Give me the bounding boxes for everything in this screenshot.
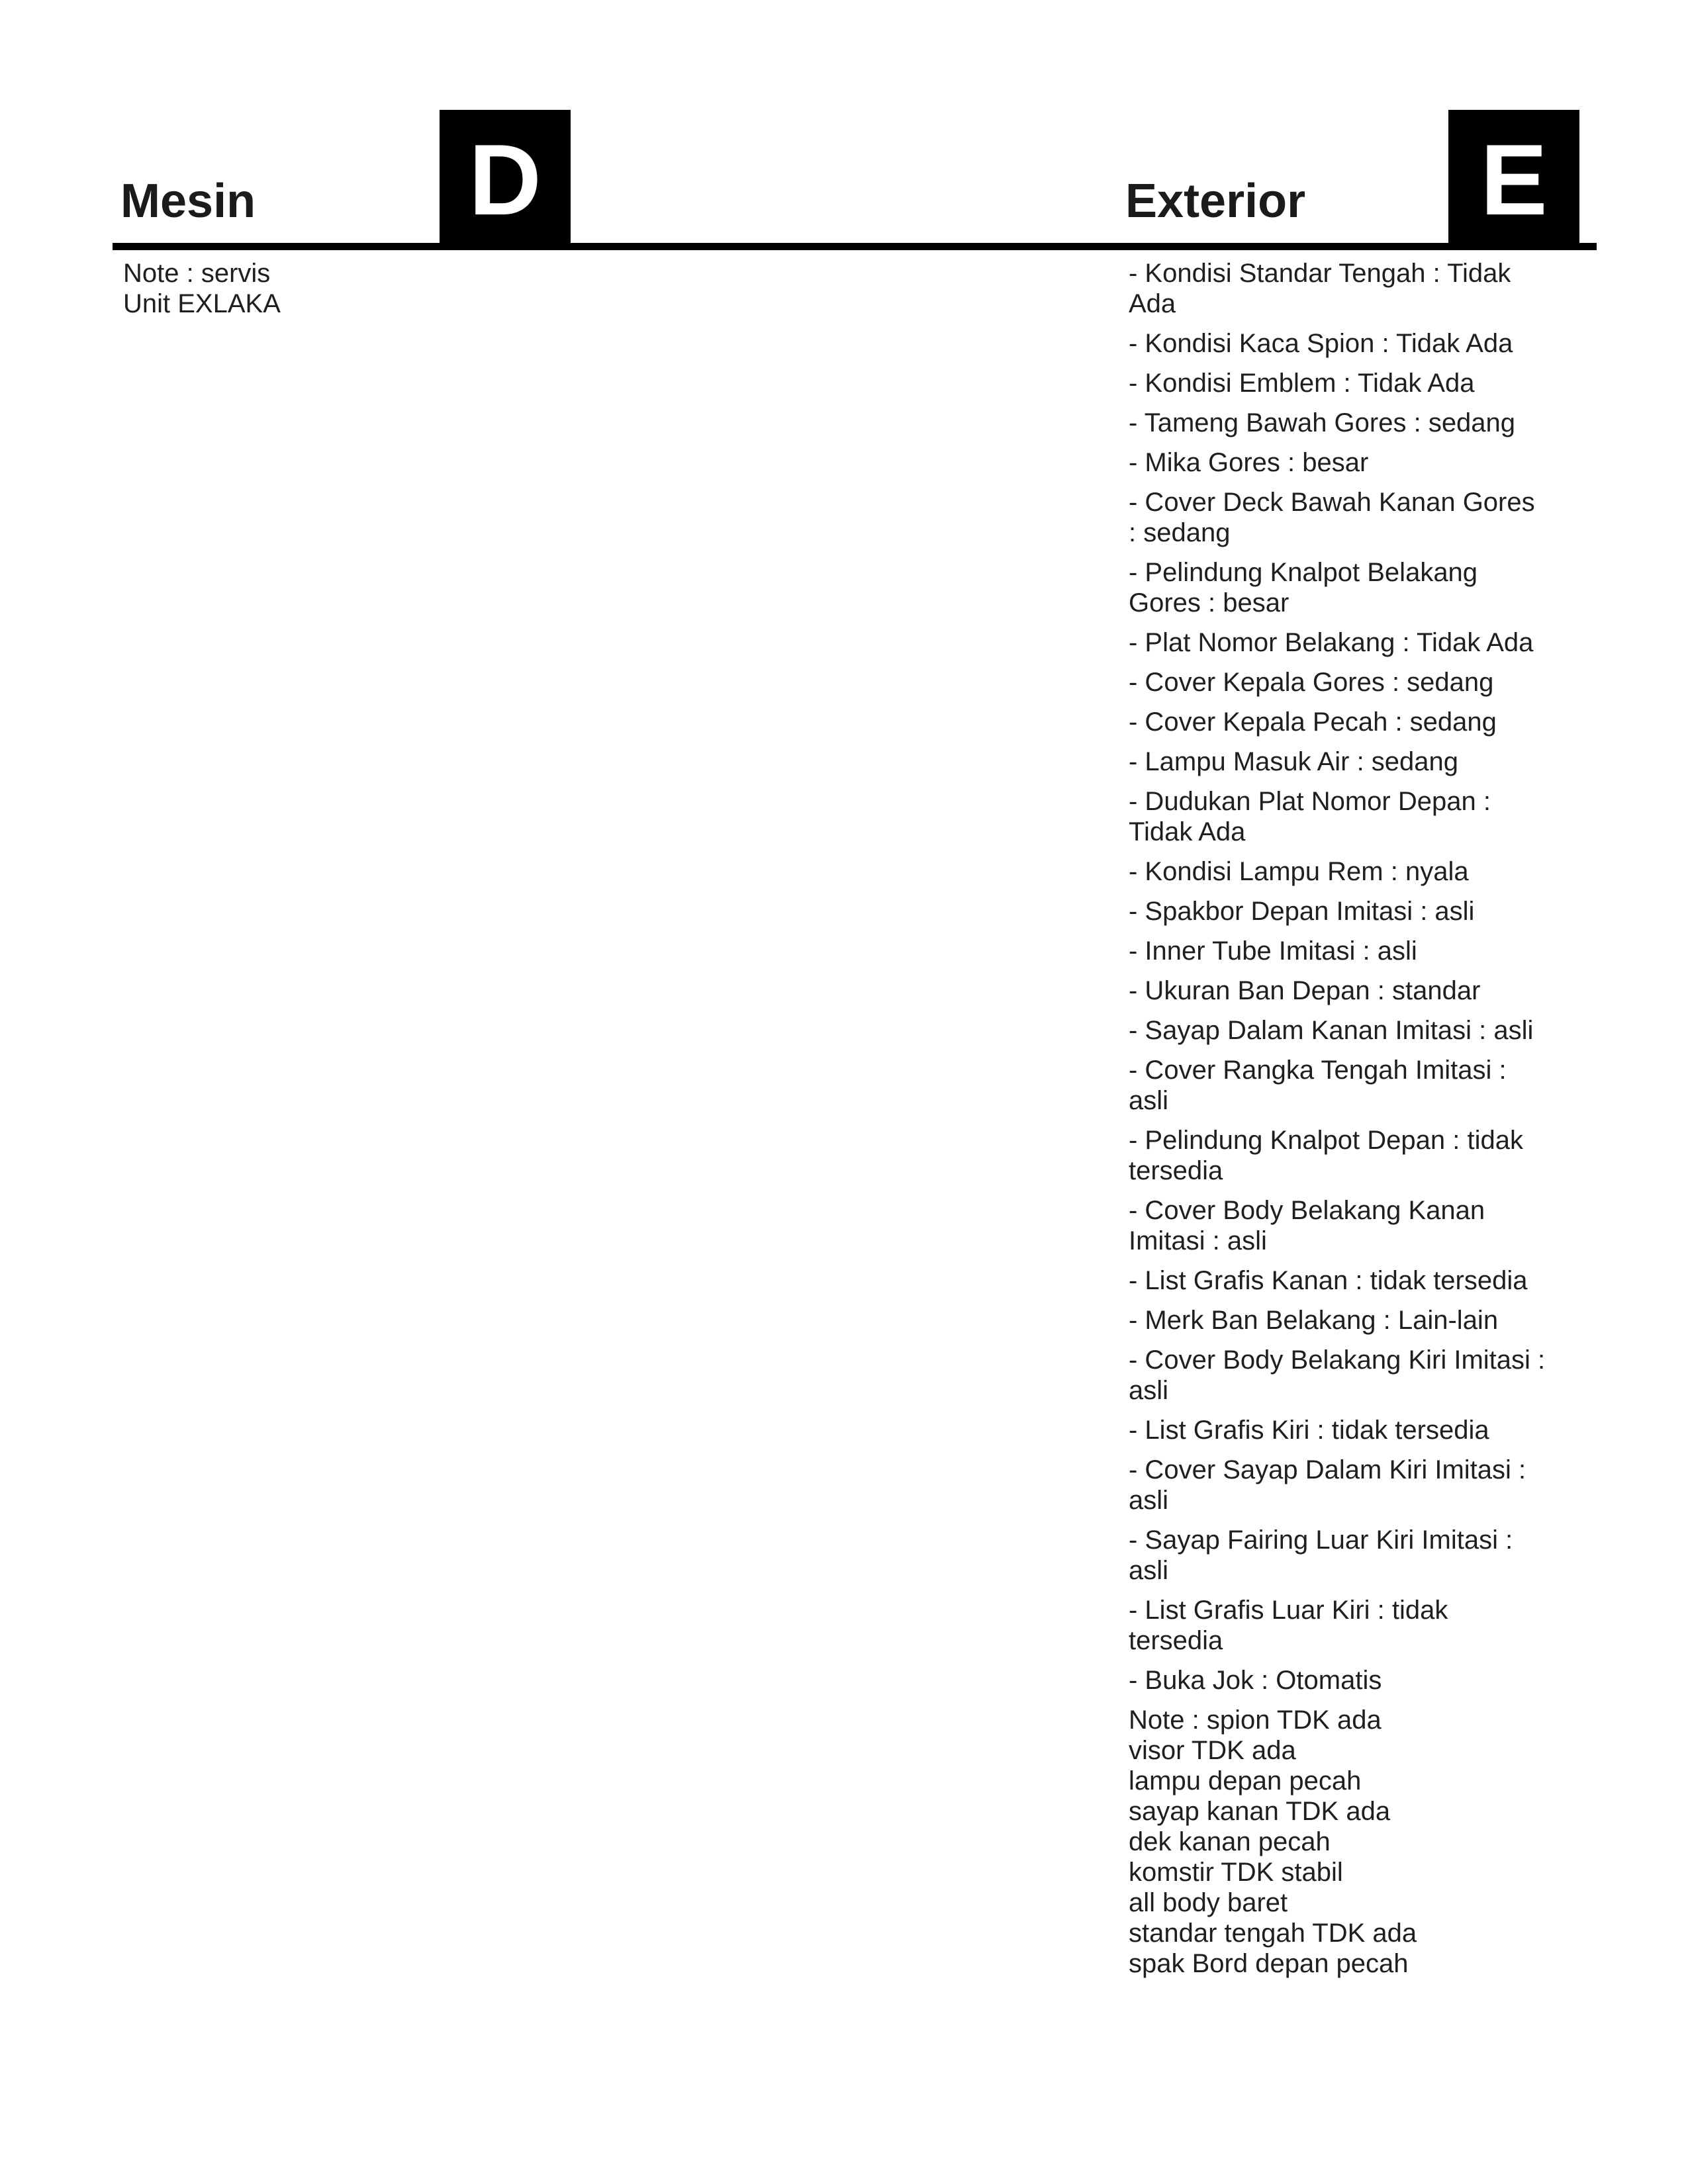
exterior-item: - Tameng Bawah Gores : sedang [1129, 408, 1516, 437]
exterior-item: - Cover Rangka Tengah Imitasi : asli [1129, 1056, 1507, 1115]
exterior-item: - Sayap Dalam Kanan Imitasi : asli [1129, 1016, 1534, 1045]
exterior-item: - Cover Kepala Gores : sedang [1129, 668, 1494, 697]
exterior-item: - List Grafis Kiri : tidak tersedia [1129, 1416, 1489, 1445]
mesin-note-line: Unit EXLAKA [123, 289, 281, 318]
grade-badge-exterior: E [1448, 110, 1579, 250]
section-title-mesin: Mesin [120, 175, 256, 228]
exterior-note-line: visor TDK ada [1129, 1736, 1296, 1765]
mesin-note [123, 258, 547, 319]
exterior-item: - Kondisi Kaca Spion : Tidak Ada [1129, 329, 1513, 358]
exterior-item: - Plat Nomor Belakang : Tidak Ada [1129, 628, 1534, 657]
exterior-item: - Pelindung Knalpot Depan : tidak tersedia [1129, 1126, 1523, 1185]
exterior-item: - Cover Sayap Dalam Kiri Imitasi : asli [1129, 1455, 1526, 1515]
exterior-note [1129, 1705, 1549, 1979]
exterior-note-line: standar tengah TDK ada [1129, 1919, 1417, 1948]
exterior-note-line: Note : spion TDK ada [1129, 1706, 1382, 1735]
exterior-item: - Buka Jok : Otomatis [1129, 1666, 1382, 1695]
exterior-item: - Ukuran Ban Depan : standar [1129, 976, 1481, 1005]
exterior-item: - Kondisi Lampu Rem : nyala [1129, 857, 1469, 886]
mesin-body [123, 258, 547, 319]
exterior-item: - Kondisi Standar Tengah : Tidak Ada [1129, 259, 1511, 318]
exterior-item: - Spakbor Depan Imitasi : asli [1129, 897, 1475, 926]
exterior-item: - Lampu Masuk Air : sedang [1129, 747, 1459, 776]
exterior-item: - Cover Kepala Pecah : sedang [1129, 707, 1497, 737]
exterior-note-line: lampu depan pecah [1129, 1766, 1362, 1796]
exterior-note-line: all body baret [1129, 1888, 1288, 1917]
exterior-item: - Kondisi Emblem : Tidak Ada [1129, 369, 1475, 398]
exterior-item: - Dudukan Plat Nomor Depan : Tidak Ada [1129, 787, 1491, 846]
exterior-item: - Pelindung Knalpot Belakang Gores : besar [1129, 558, 1478, 617]
exterior-item: - Cover Body Belakang Kanan Imitasi : asli [1129, 1196, 1485, 1255]
exterior-item: - Inner Tube Imitasi : asli [1129, 936, 1417, 966]
exterior-item-list [1129, 258, 1549, 1696]
exterior-note-line: dek kanan pecah [1129, 1827, 1331, 1856]
exterior-item: - List Grafis Kanan : tidak tersedia [1129, 1266, 1528, 1295]
exterior-item: - Cover Deck Bawah Kanan Gores : sedang [1129, 488, 1535, 547]
mesin-note-line: Note : servis [123, 259, 271, 288]
exterior-item: - Mika Gores : besar [1129, 448, 1369, 477]
grade-badge-mesin: D [440, 110, 571, 250]
exterior-note-line: spak Bord depan pecah [1129, 1949, 1409, 1978]
header-rule [113, 243, 1597, 250]
exterior-note-line: komstir TDK stabil [1129, 1858, 1343, 1887]
exterior-body [1129, 258, 1549, 1979]
exterior-item: - Cover Body Belakang Kiri Imitasi : asli [1129, 1345, 1546, 1405]
section-title-exterior: Exterior [1125, 175, 1306, 228]
exterior-note-line: sayap kanan TDK ada [1129, 1797, 1391, 1826]
exterior-item: - Merk Ban Belakang : Lain-lain [1129, 1306, 1499, 1335]
exterior-item: - Sayap Fairing Luar Kiri Imitasi : asli [1129, 1525, 1513, 1585]
exterior-item: - List Grafis Luar Kiri : tidak tersedia [1129, 1596, 1448, 1655]
